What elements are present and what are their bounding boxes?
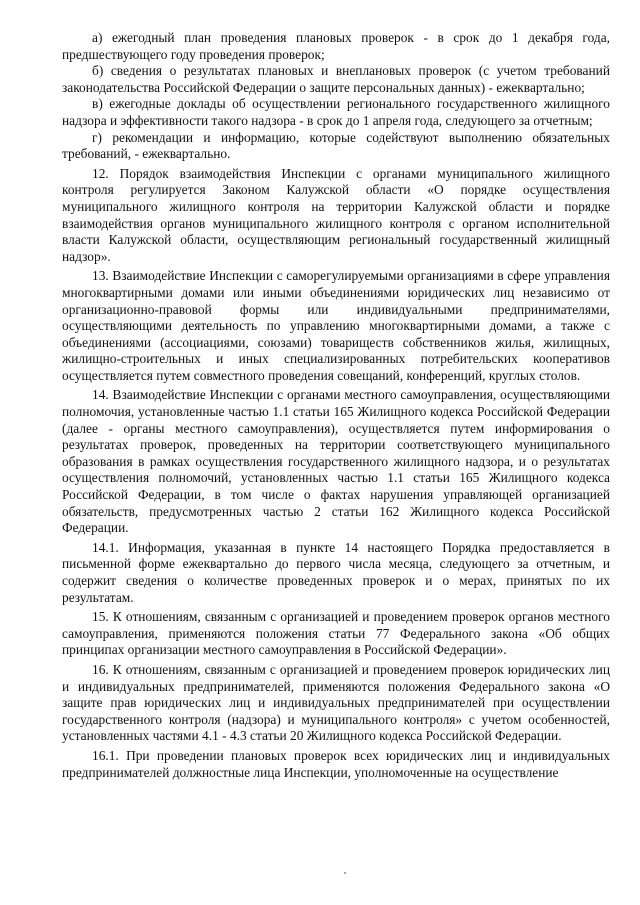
document-page <box>62 30 610 781</box>
paragraph-13: 13. Взаимодействие Инспекции с саморегулируемыми организациями в сфере управления многоквартирными домами или иными объединениями юридических лиц независимо от организационно-правовой формы или индивидуальными предпринимателями, осуществляющими деятельность по управлению многоквартирными домами, а также с объединениями (ассоциациями, союзами) товариществ собственников жилья, жилищных, жилищно-строительных и иных специализированных потребительских кооперативов осуществляется путем совместного проведения совещаний, конференций, круглых столов. <box>62 268 610 383</box>
paragraph-15: 15. К отношениям, связанным с организацией и проведением проверок органов местного самоуправления, применяются положения статьи 77 Федерального закона «Об общих принципах организации местного самоуправления в Российской Федерации». <box>62 609 610 658</box>
paragraph-12: 12. Порядок взаимодействия Инспекции с органами муниципального жилищного контроля регулируется Законом Калужской области «О порядке осуществления муниципального жилищного контроля на территории Калужской области и порядке взаимодействия органов муниципального жилищного контроля с органом исполнительной власти Калужской области, осуществляющим региональный государственный жилищный надзор». <box>62 165 610 264</box>
paragraph-v: в) ежегодные доклады об осуществлении регионального государственного жилищного надзора и эффективности такого надзора - в срок до 1 апреля года, следующего за отчетным; <box>62 96 610 128</box>
paragraph-b: б) сведения о результатах плановых и внеплановых проверок (с учетом требований законодательства Российской Федерации о защите персональных данных) - ежеквартально; <box>62 63 610 95</box>
scan-speck <box>344 872 346 874</box>
paragraph-14: 14. Взаимодействие Инспекции с органами местного самоуправления, осуществляющими полномочия, установленные частью 1.1 статьи 165 Жилищного кодекса Российской Федерации (далее - органы местного самоуправления), осуществляется путем информирования о результатах проверок, проведенных на территории соответствующего муниципального образования в рамках осуществления государственного жилищного надзора, и о результатах осуществления полномочий, установленных частью 1.1 статьи 165 Жилищного кодекса Российской Федерации, в том числе о фактах нарушения управляющей организацией обязательств, предусмотренных частью 2 статьи 162 Жилищного кодекса Российской Федерации. <box>62 387 610 536</box>
paragraph-16-1: 16.1. При проведении плановых проверок всех юридических лиц и индивидуальных предпринимателей должностные лица Инспекции, уполномоченные на осуществление <box>62 747 610 780</box>
paragraph-16: 16. К отношениям, связанным с организацией и проведением проверок юридических лиц и индивидуальных предпринимателей, применяются положения Федерального закона «О защите прав юридических лиц и индивидуальных предпринимателей при осуществлении государственного контроля (надзора) и муниципального контроля» с учетом особенностей, установленных частями 4.1 - 4.3 статьи 20 Жилищного кодекса Российской Федерации. <box>62 661 610 744</box>
paragraph-a: а) ежегодный план проведения плановых проверок - в срок до 1 декабря года, предшествующего году проведения проверок; <box>62 30 610 62</box>
paragraph-g: г) рекомендации и информацию, которые содействуют выполнению обязательных требований, - ежеквартально. <box>62 129 610 162</box>
paragraph-14-1: 14.1. Информация, указанная в пункте 14 настоящего Порядка предоставляется в письменной форме ежеквартально до первого числа месяца, следующего за отчетным, и содержит сведения о количестве проведенных проверок и о мерах, принятых по их результатам. <box>62 539 610 605</box>
